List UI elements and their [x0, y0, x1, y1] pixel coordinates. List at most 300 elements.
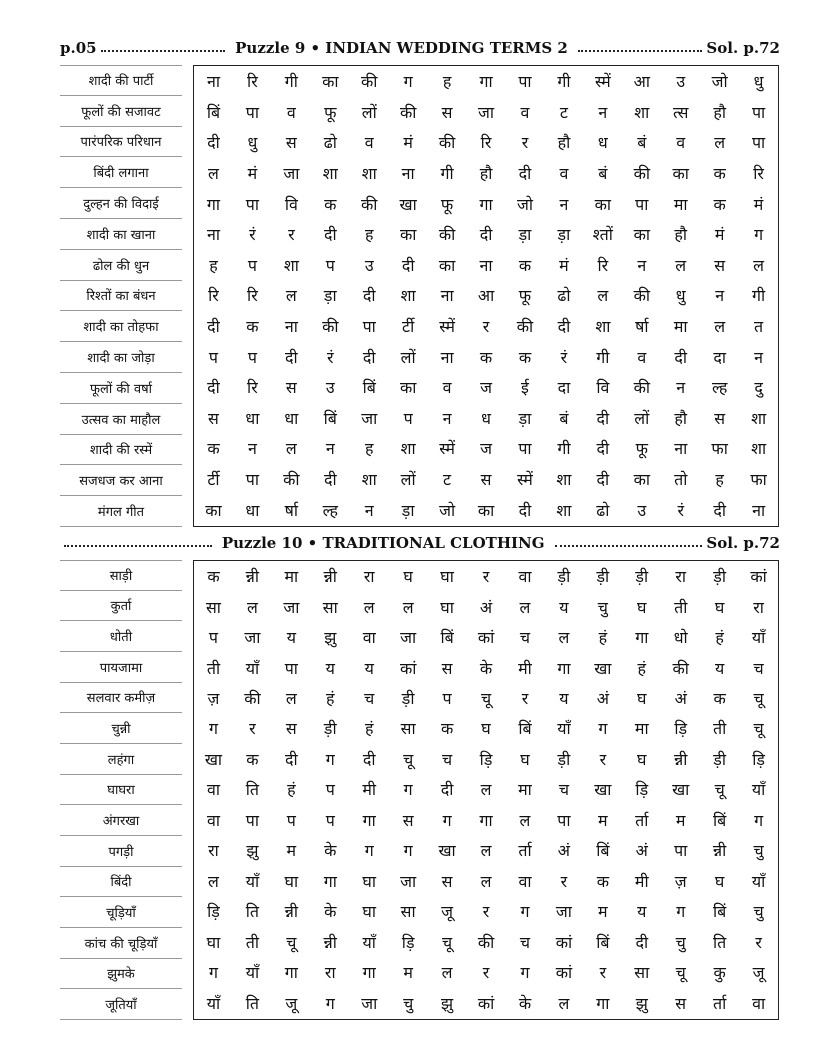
- grid-cell[interactable]: घा: [440, 567, 454, 587]
- grid-cell[interactable]: ल: [285, 439, 297, 459]
- grid-cell[interactable]: हौ: [674, 225, 688, 245]
- grid-cell[interactable]: गा: [557, 658, 571, 678]
- grid-cell[interactable]: जा: [283, 597, 300, 617]
- grid-cell[interactable]: पा: [751, 102, 766, 122]
- grid-cell[interactable]: च: [519, 628, 531, 648]
- grid-cell[interactable]: जा: [361, 408, 378, 428]
- grid-cell[interactable]: ती: [245, 932, 260, 952]
- grid-cell[interactable]: ल: [714, 317, 726, 337]
- grid-cell[interactable]: ढो: [323, 133, 337, 153]
- grid-cell[interactable]: शा: [400, 286, 416, 306]
- grid-cell[interactable]: ति: [245, 780, 260, 800]
- grid-cell[interactable]: ग: [754, 225, 764, 245]
- grid-cell[interactable]: धा: [245, 500, 260, 520]
- grid-cell[interactable]: कां: [477, 993, 495, 1013]
- grid-cell[interactable]: प: [325, 255, 335, 275]
- grid-cell[interactable]: प: [208, 628, 219, 648]
- grid-cell[interactable]: वा: [752, 993, 766, 1013]
- grid-cell[interactable]: क: [324, 194, 337, 214]
- grid-cell[interactable]: अं: [635, 841, 648, 861]
- grid-cell[interactable]: दी: [479, 225, 493, 245]
- grid-cell[interactable]: उ: [325, 378, 335, 398]
- grid-cell[interactable]: मा: [634, 719, 649, 739]
- grid-cell[interactable]: खा: [672, 780, 690, 800]
- grid-cell[interactable]: सा: [634, 963, 650, 983]
- grid-cell[interactable]: पा: [245, 810, 260, 830]
- grid-cell[interactable]: ल: [714, 133, 726, 153]
- grid-cell[interactable]: प: [247, 347, 257, 367]
- grid-cell[interactable]: सा: [400, 902, 416, 922]
- grid-cell[interactable]: की: [633, 164, 650, 184]
- grid-cell[interactable]: रा: [675, 567, 687, 587]
- grid-cell[interactable]: गा: [362, 963, 376, 983]
- grid-cell[interactable]: ढो: [596, 500, 610, 520]
- grid-cell[interactable]: रं: [327, 347, 334, 367]
- grid-cell[interactable]: दी: [285, 749, 298, 769]
- grid-cell[interactable]: गा: [206, 194, 221, 214]
- grid-cell[interactable]: न: [715, 286, 725, 306]
- grid-cell[interactable]: बिं: [206, 102, 221, 122]
- grid-cell[interactable]: य: [559, 689, 569, 709]
- grid-cell[interactable]: र्षा: [284, 500, 299, 520]
- grid-cell[interactable]: शा: [595, 317, 611, 337]
- grid-cell[interactable]: र्षा: [635, 317, 649, 337]
- grid-cell[interactable]: का: [399, 225, 417, 245]
- grid-cell[interactable]: च: [364, 689, 375, 709]
- grid-cell[interactable]: गा: [479, 194, 493, 214]
- grid-cell[interactable]: र: [755, 932, 762, 952]
- grid-cell[interactable]: वा: [206, 810, 220, 830]
- grid-cell[interactable]: ह: [442, 72, 452, 92]
- grid-cell[interactable]: कां: [477, 628, 495, 648]
- grid-cell[interactable]: त्स: [673, 102, 689, 122]
- grid-cell[interactable]: ट: [559, 102, 568, 122]
- grid-cell[interactable]: दी: [713, 500, 726, 520]
- grid-cell[interactable]: पा: [245, 194, 260, 214]
- grid-cell[interactable]: ड़ा: [401, 500, 415, 520]
- grid-cell[interactable]: सा: [205, 597, 221, 617]
- grid-cell[interactable]: ल: [558, 993, 570, 1013]
- grid-cell[interactable]: याँ: [206, 993, 221, 1013]
- grid-cell[interactable]: चु: [597, 597, 608, 617]
- grid-cell[interactable]: ल: [208, 164, 219, 184]
- grid-cell[interactable]: ल्ह: [711, 378, 728, 398]
- grid-cell[interactable]: ज: [480, 439, 492, 459]
- grid-cell[interactable]: ल: [246, 597, 258, 617]
- grid-cell[interactable]: ग: [520, 963, 530, 983]
- grid-cell[interactable]: की: [477, 932, 495, 952]
- grid-cell[interactable]: पा: [518, 72, 532, 92]
- grid-cell[interactable]: ज़: [674, 871, 687, 891]
- grid-cell[interactable]: झु: [324, 628, 337, 648]
- grid-cell[interactable]: दी: [596, 470, 610, 490]
- grid-cell[interactable]: जो: [439, 500, 456, 520]
- grid-cell[interactable]: ति: [713, 932, 727, 952]
- grid-cell[interactable]: के: [324, 902, 337, 922]
- grid-cell[interactable]: जा: [361, 993, 378, 1013]
- grid-cell[interactable]: चु: [753, 841, 764, 861]
- grid-cell[interactable]: न: [676, 378, 686, 398]
- grid-cell[interactable]: र्टी: [402, 317, 415, 337]
- grid-cell[interactable]: अं: [596, 689, 609, 709]
- grid-cell[interactable]: रि: [753, 164, 764, 184]
- grid-cell[interactable]: न्नी: [323, 567, 337, 587]
- grid-cell[interactable]: ध: [481, 408, 491, 428]
- grid-cell[interactable]: की: [322, 317, 339, 337]
- grid-cell[interactable]: वि: [284, 194, 298, 214]
- grid-cell[interactable]: दी: [518, 500, 532, 520]
- grid-cell[interactable]: वा: [518, 871, 532, 891]
- grid-cell[interactable]: र: [521, 133, 529, 153]
- grid-cell[interactable]: दी: [596, 439, 610, 459]
- grid-cell[interactable]: ड़ा: [518, 408, 532, 428]
- grid-cell[interactable]: बिं: [713, 902, 727, 922]
- grid-cell[interactable]: क: [518, 347, 532, 367]
- grid-cell[interactable]: शा: [634, 102, 650, 122]
- grid-cell[interactable]: लों: [361, 102, 377, 122]
- grid-cell[interactable]: दी: [207, 317, 220, 337]
- grid-cell[interactable]: लों: [400, 470, 416, 490]
- grid-cell[interactable]: ड़ा: [518, 225, 532, 245]
- grid-cell[interactable]: हं: [326, 689, 335, 709]
- grid-cell[interactable]: रा: [324, 963, 336, 983]
- grid-cell[interactable]: ना: [284, 317, 298, 337]
- grid-cell[interactable]: ग: [325, 993, 335, 1013]
- grid-cell[interactable]: की: [438, 133, 456, 153]
- grid-cell[interactable]: पा: [245, 470, 260, 490]
- grid-cell[interactable]: पा: [245, 102, 260, 122]
- grid-cell[interactable]: ड़ी: [713, 749, 727, 769]
- grid-cell[interactable]: मं: [753, 194, 764, 214]
- grid-cell[interactable]: चु: [403, 993, 414, 1013]
- grid-cell[interactable]: ग: [598, 719, 608, 739]
- grid-cell[interactable]: दी: [207, 133, 220, 153]
- grid-cell[interactable]: स्में: [517, 470, 533, 490]
- grid-cell[interactable]: य: [559, 597, 569, 617]
- grid-cell[interactable]: धु: [753, 72, 764, 92]
- grid-cell[interactable]: न्नी: [674, 749, 688, 769]
- grid-cell[interactable]: पा: [557, 810, 571, 830]
- grid-cell[interactable]: दी: [362, 749, 376, 769]
- grid-cell[interactable]: स: [441, 871, 453, 891]
- grid-cell[interactable]: बिं: [362, 378, 376, 398]
- grid-cell[interactable]: पा: [518, 439, 532, 459]
- grid-cell[interactable]: घ: [714, 597, 725, 617]
- grid-cell[interactable]: झु: [635, 993, 648, 1013]
- grid-cell[interactable]: र: [599, 963, 607, 983]
- grid-cell[interactable]: घा: [362, 871, 377, 891]
- grid-cell[interactable]: रं: [677, 500, 684, 520]
- grid-cell[interactable]: रि: [247, 286, 258, 306]
- grid-cell[interactable]: व: [520, 102, 530, 122]
- grid-cell[interactable]: का: [205, 500, 222, 520]
- grid-cell[interactable]: जो: [711, 72, 728, 92]
- grid-cell[interactable]: बं: [598, 164, 608, 184]
- grid-cell[interactable]: म: [598, 902, 608, 922]
- grid-cell[interactable]: घ: [714, 871, 725, 891]
- grid-cell[interactable]: के: [479, 658, 493, 678]
- grid-cell[interactable]: गा: [479, 72, 493, 92]
- grid-cell[interactable]: न: [325, 439, 335, 459]
- grid-cell[interactable]: ग: [208, 719, 218, 739]
- grid-cell[interactable]: आ: [633, 72, 650, 92]
- grid-cell[interactable]: की: [633, 286, 650, 306]
- grid-cell[interactable]: पा: [362, 317, 376, 337]
- grid-cell[interactable]: व: [442, 378, 452, 398]
- grid-cell[interactable]: ती: [713, 719, 727, 739]
- grid-cell[interactable]: खा: [204, 749, 223, 769]
- grid-cell[interactable]: क: [518, 255, 532, 275]
- grid-cell[interactable]: आ: [477, 286, 495, 306]
- grid-cell[interactable]: प: [286, 810, 296, 830]
- grid-cell[interactable]: स: [285, 378, 297, 398]
- grid-cell[interactable]: ल: [480, 841, 492, 861]
- grid-cell[interactable]: र: [288, 225, 295, 245]
- grid-cell[interactable]: की: [283, 470, 300, 490]
- grid-cell[interactable]: ड़ी: [557, 749, 571, 769]
- grid-cell[interactable]: ध: [597, 133, 608, 153]
- grid-cell[interactable]: क: [596, 871, 609, 891]
- grid-cell[interactable]: य: [286, 628, 296, 648]
- grid-cell[interactable]: वा: [206, 780, 220, 800]
- grid-cell[interactable]: स: [675, 993, 687, 1013]
- grid-cell[interactable]: स: [402, 810, 414, 830]
- grid-cell[interactable]: जू: [285, 993, 298, 1013]
- grid-cell[interactable]: घा: [440, 597, 454, 617]
- grid-cell[interactable]: र: [521, 689, 529, 709]
- grid-cell[interactable]: प: [208, 347, 219, 367]
- grid-cell[interactable]: बिं: [323, 408, 337, 428]
- grid-cell[interactable]: ल: [597, 286, 609, 306]
- grid-cell[interactable]: रि: [208, 286, 219, 306]
- grid-cell[interactable]: तो: [674, 470, 688, 490]
- grid-cell[interactable]: झु: [441, 993, 454, 1013]
- grid-cell[interactable]: ट: [443, 470, 452, 490]
- grid-cell[interactable]: घ: [637, 597, 647, 617]
- grid-cell[interactable]: पा: [751, 133, 766, 153]
- grid-cell[interactable]: की: [672, 658, 689, 678]
- grid-cell[interactable]: दी: [401, 255, 415, 275]
- grid-cell[interactable]: उ: [676, 72, 686, 92]
- grid-cell[interactable]: शा: [556, 470, 572, 490]
- grid-cell[interactable]: की: [244, 689, 261, 709]
- grid-cell[interactable]: रि: [480, 133, 492, 153]
- grid-cell[interactable]: शा: [283, 255, 299, 275]
- grid-cell[interactable]: ई: [521, 378, 529, 398]
- grid-cell[interactable]: ना: [440, 347, 454, 367]
- grid-cell[interactable]: च: [442, 749, 453, 769]
- grid-cell[interactable]: ना: [206, 72, 220, 92]
- grid-cell[interactable]: वि: [596, 378, 610, 398]
- grid-cell[interactable]: स्में: [594, 72, 611, 92]
- grid-cell[interactable]: स: [285, 719, 297, 739]
- grid-cell[interactable]: जा: [244, 628, 261, 648]
- grid-cell[interactable]: य: [325, 658, 335, 678]
- grid-cell[interactable]: प: [247, 255, 257, 275]
- grid-cell[interactable]: गी: [596, 347, 610, 367]
- grid-cell[interactable]: फू: [324, 102, 337, 122]
- grid-cell[interactable]: ड़ा: [557, 225, 571, 245]
- grid-cell[interactable]: ड़ी: [713, 567, 727, 587]
- grid-cell[interactable]: हं: [364, 719, 374, 739]
- grid-cell[interactable]: क: [479, 347, 493, 367]
- grid-cell[interactable]: रा: [363, 567, 375, 587]
- grid-cell[interactable]: क: [713, 164, 726, 184]
- grid-cell[interactable]: का: [399, 378, 417, 398]
- grid-cell[interactable]: की: [516, 317, 534, 337]
- grid-cell[interactable]: ना: [674, 439, 688, 459]
- grid-cell[interactable]: न: [247, 439, 257, 459]
- grid-cell[interactable]: ड़ि: [207, 902, 220, 922]
- grid-cell[interactable]: ल: [402, 597, 414, 617]
- grid-cell[interactable]: न: [598, 102, 608, 122]
- grid-cell[interactable]: ल: [519, 810, 531, 830]
- grid-cell[interactable]: चू: [480, 689, 492, 709]
- grid-cell[interactable]: ना: [401, 164, 415, 184]
- grid-cell[interactable]: गा: [284, 963, 298, 983]
- grid-cell[interactable]: य: [637, 902, 647, 922]
- grid-cell[interactable]: पा: [284, 658, 298, 678]
- grid-cell[interactable]: याँ: [245, 658, 260, 678]
- grid-cell[interactable]: हं: [715, 628, 724, 648]
- grid-cell[interactable]: रा: [753, 597, 764, 617]
- grid-cell[interactable]: ति: [245, 993, 260, 1013]
- grid-cell[interactable]: पा: [635, 194, 649, 214]
- grid-cell[interactable]: जा: [283, 164, 300, 184]
- grid-cell[interactable]: ल: [285, 689, 297, 709]
- grid-cell[interactable]: चू: [714, 780, 725, 800]
- grid-cell[interactable]: रं: [560, 347, 568, 367]
- grid-cell[interactable]: मं: [714, 225, 725, 245]
- grid-cell[interactable]: ल: [208, 871, 219, 891]
- grid-cell[interactable]: याँ: [751, 871, 766, 891]
- grid-cell[interactable]: जा: [400, 871, 417, 891]
- grid-cell[interactable]: की: [399, 102, 417, 122]
- grid-cell[interactable]: दी: [323, 470, 337, 490]
- grid-cell[interactable]: चू: [442, 932, 453, 952]
- grid-cell[interactable]: कां: [555, 932, 573, 952]
- grid-cell[interactable]: फा: [750, 470, 767, 490]
- grid-cell[interactable]: ड़ि: [752, 749, 765, 769]
- grid-cell[interactable]: धु: [675, 286, 686, 306]
- grid-cell[interactable]: मा: [518, 780, 532, 800]
- grid-cell[interactable]: फू: [518, 286, 532, 306]
- grid-cell[interactable]: र: [482, 567, 490, 587]
- grid-cell[interactable]: न्नी: [245, 567, 260, 587]
- grid-cell[interactable]: स: [714, 408, 726, 428]
- grid-cell[interactable]: गा: [323, 871, 337, 891]
- grid-cell[interactable]: र: [482, 902, 490, 922]
- grid-cell[interactable]: दी: [557, 317, 571, 337]
- grid-cell[interactable]: ल: [675, 255, 687, 275]
- grid-cell[interactable]: घ: [520, 749, 530, 769]
- grid-cell[interactable]: चू: [675, 963, 686, 983]
- grid-cell[interactable]: चु: [753, 902, 764, 922]
- grid-cell[interactable]: हं: [598, 628, 608, 648]
- grid-cell[interactable]: कां: [750, 567, 767, 587]
- grid-cell[interactable]: का: [672, 164, 689, 184]
- grid-cell[interactable]: दी: [674, 347, 688, 367]
- grid-cell[interactable]: हं: [287, 780, 296, 800]
- grid-cell[interactable]: स: [208, 408, 219, 428]
- grid-cell[interactable]: जू: [752, 963, 765, 983]
- grid-cell[interactable]: न्नी: [323, 932, 337, 952]
- grid-cell[interactable]: गी: [557, 72, 571, 92]
- grid-cell[interactable]: याँ: [362, 932, 376, 952]
- grid-cell[interactable]: गी: [752, 286, 766, 306]
- grid-cell[interactable]: गी: [557, 439, 571, 459]
- grid-cell[interactable]: स्में: [439, 317, 455, 337]
- grid-cell[interactable]: ड़ी: [596, 567, 610, 587]
- grid-cell[interactable]: अं: [674, 689, 687, 709]
- grid-cell[interactable]: सा: [400, 719, 416, 739]
- grid-cell[interactable]: ड़ी: [401, 689, 415, 709]
- grid-cell[interactable]: दी: [518, 164, 532, 184]
- grid-cell[interactable]: ल: [558, 628, 570, 648]
- grid-cell[interactable]: र: [599, 749, 607, 769]
- grid-cell[interactable]: ड़ि: [401, 932, 415, 952]
- grid-cell[interactable]: घा: [362, 902, 377, 922]
- grid-cell[interactable]: चू: [753, 689, 764, 709]
- grid-cell[interactable]: प: [442, 689, 452, 709]
- grid-cell[interactable]: य: [364, 658, 374, 678]
- grid-cell[interactable]: के: [324, 841, 337, 861]
- grid-cell[interactable]: ल: [363, 597, 375, 617]
- grid-cell[interactable]: र्ता: [518, 841, 532, 861]
- grid-cell[interactable]: ल: [441, 963, 453, 983]
- grid-cell[interactable]: कु: [713, 963, 726, 983]
- grid-cell[interactable]: ग: [676, 902, 686, 922]
- grid-cell[interactable]: के: [518, 993, 532, 1013]
- grid-cell[interactable]: दा: [713, 347, 726, 367]
- grid-cell[interactable]: य: [715, 658, 725, 678]
- grid-cell[interactable]: र: [560, 871, 568, 891]
- grid-cell[interactable]: स: [441, 658, 453, 678]
- grid-cell[interactable]: धा: [245, 408, 260, 428]
- grid-cell[interactable]: ग: [364, 841, 374, 861]
- grid-cell[interactable]: स: [285, 133, 297, 153]
- grid-cell[interactable]: याँ: [751, 780, 766, 800]
- grid-cell[interactable]: रं: [249, 225, 256, 245]
- grid-cell[interactable]: जू: [441, 902, 454, 922]
- grid-cell[interactable]: दी: [362, 286, 376, 306]
- grid-cell[interactable]: चू: [286, 932, 297, 952]
- grid-cell[interactable]: न्नी: [713, 841, 727, 861]
- grid-cell[interactable]: ह: [364, 439, 374, 459]
- grid-cell[interactable]: प: [403, 408, 413, 428]
- grid-cell[interactable]: शा: [400, 439, 416, 459]
- grid-cell[interactable]: घ: [481, 719, 491, 739]
- grid-cell[interactable]: स: [441, 102, 453, 122]
- grid-cell[interactable]: ती: [206, 658, 221, 678]
- grid-cell[interactable]: कां: [399, 658, 417, 678]
- grid-cell[interactable]: अं: [557, 841, 571, 861]
- grid-cell[interactable]: हं: [637, 658, 647, 678]
- grid-cell[interactable]: याँ: [751, 628, 766, 648]
- grid-cell[interactable]: झु: [246, 841, 259, 861]
- grid-cell[interactable]: ह: [364, 225, 374, 245]
- grid-cell[interactable]: प: [325, 780, 335, 800]
- grid-cell[interactable]: दा: [557, 378, 571, 398]
- grid-cell[interactable]: ह: [715, 470, 724, 490]
- grid-cell[interactable]: गा: [362, 810, 376, 830]
- grid-cell[interactable]: धो: [673, 628, 688, 648]
- grid-cell[interactable]: बिं: [596, 932, 610, 952]
- grid-cell[interactable]: खा: [594, 658, 612, 678]
- grid-cell[interactable]: धा: [284, 408, 299, 428]
- grid-cell[interactable]: शा: [361, 164, 377, 184]
- grid-cell[interactable]: बिं: [518, 719, 532, 739]
